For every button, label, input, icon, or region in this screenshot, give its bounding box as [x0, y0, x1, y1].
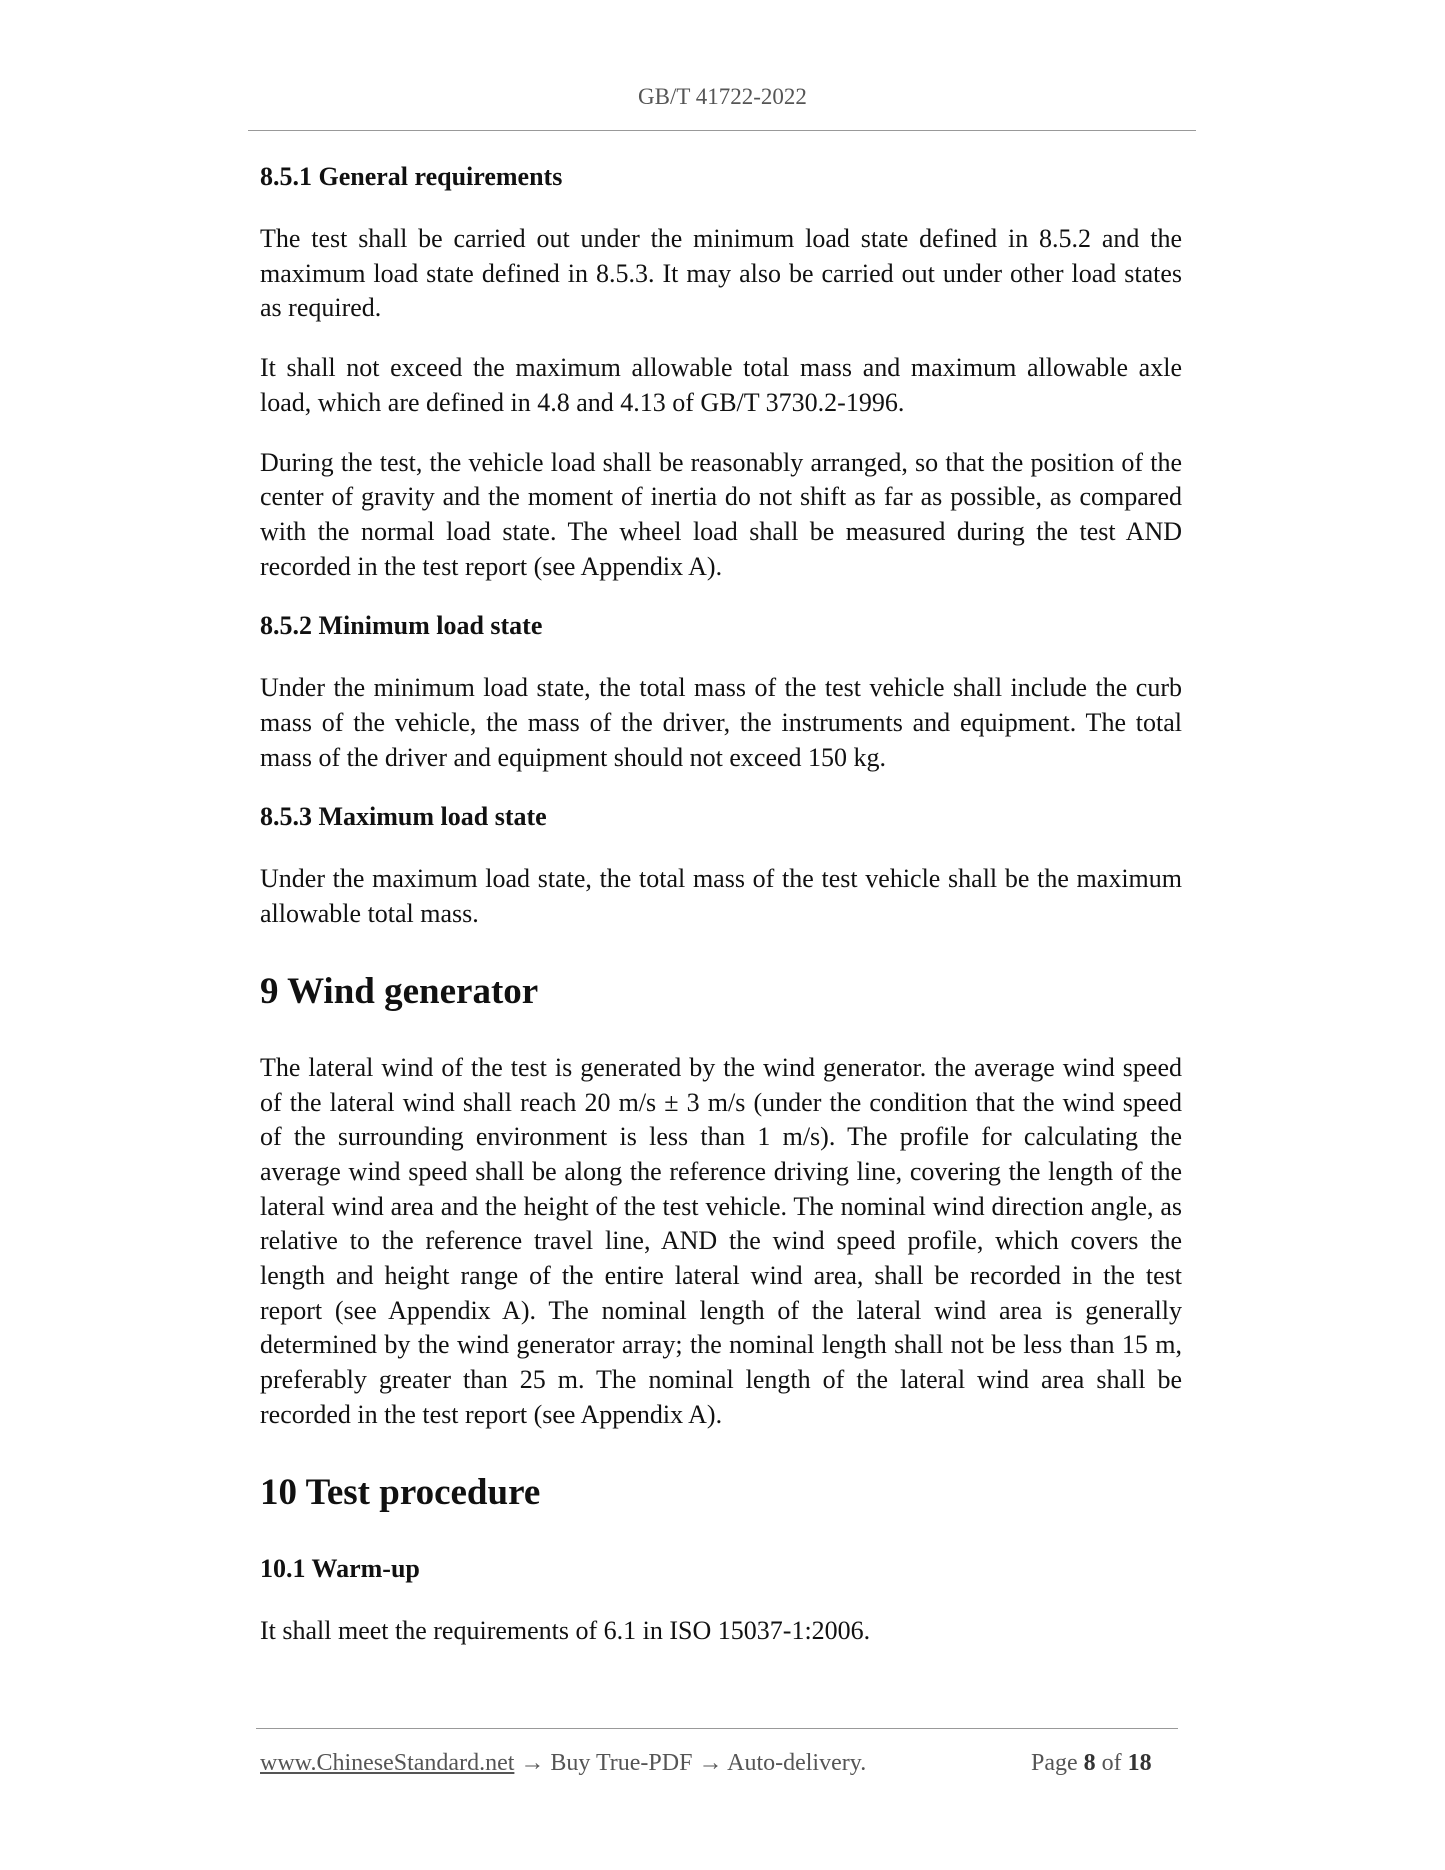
heading-9: 9 Wind generator [260, 970, 539, 1012]
page-current: 8 [1083, 1750, 1096, 1776]
heading-8-5-2: 8.5.2 Minimum load state [260, 611, 543, 641]
page-total: 18 [1127, 1750, 1152, 1776]
paragraph: Under the minimum load state, the total mass of the test vehicle shall include the curb mass of the vehicle, the mass of the driver, the instruments and equipment. The total mass of the driver and equipment should not exceed 150 kg. [260, 673, 1182, 772]
heading-8-5-1: 8.5.1 General requirements [260, 162, 563, 191]
paragraph: The lateral wind of the test is generated by the wind generator. the average wind speed of the lateral wind shall reach 20 m/s ± 3 m/s (under the condition that the wind speed of the surrounding environment is less than 1 m/s). The profile for calculating the average wind speed shall be along the reference driving line, covering the length of the lateral wind area and the height of the test vehicle. The nominal wind direction angle, as relative to the reference travel line, AND the wind speed profile, which covers the length and height range of the entire lateral wind area, shall be recorded in the test report (see Appendix A). The nominal length of the lateral wind area is generally determined by the wind generator array; the nominal length shall not be less than 15 m, preferably greater than 25 m. The nominal length of the lateral wind area shall be recorded in the test report (see Appendix A). [260, 1052, 1182, 1429]
document-code: GB/T 41722-2022 [638, 84, 807, 109]
footer-promo [260, 1750, 866, 1777]
heading-8-5-3: 8.5.3 Maximum load state [260, 802, 547, 832]
paragraph: It shall not exceed the maximum allowable total mass and maximum allowable axle load, which are defined in 4.8 and 4.13 of GB/T 3730.2-1996. [260, 353, 1182, 417]
heading-10-1: 10.1 Warm-up [260, 1553, 420, 1583]
page-indicator [1031, 1750, 1152, 1777]
paragraph: The test shall be carried out under the minimum load state defined in 8.5.2 and the maximum load state defined in 8.5.3. It may also be carried out under other load states as required. [260, 224, 1182, 323]
paragraph: During the test, the vehicle load shall be reasonably arranged, so that the position of the center of gravity and the moment of inertia do not shift as far as possible, as compared with the normal load state. The wheel load shall be measured during the test AND recorded in the test report (see Appendix A). [260, 447, 1182, 581]
footer-divider [256, 1728, 1178, 1729]
header-divider [248, 130, 1196, 131]
page-content [260, 160, 1182, 1673]
website-link[interactable]: www.ChineseStandard.net [260, 1750, 515, 1776]
footer-tagline: → Buy True-PDF → Auto-delivery. [514, 1750, 867, 1776]
page-word: Page [1031, 1750, 1078, 1776]
paragraph: Under the maximum load state, the total mass of the test vehicle shall be the maximum allowable total mass. [260, 864, 1182, 929]
paragraph: It shall meet the requirements of 6.1 in ISO 15037-1:2006. [260, 1615, 871, 1645]
heading-10: 10 Test procedure [260, 1471, 541, 1513]
of-word: of [1101, 1750, 1122, 1776]
